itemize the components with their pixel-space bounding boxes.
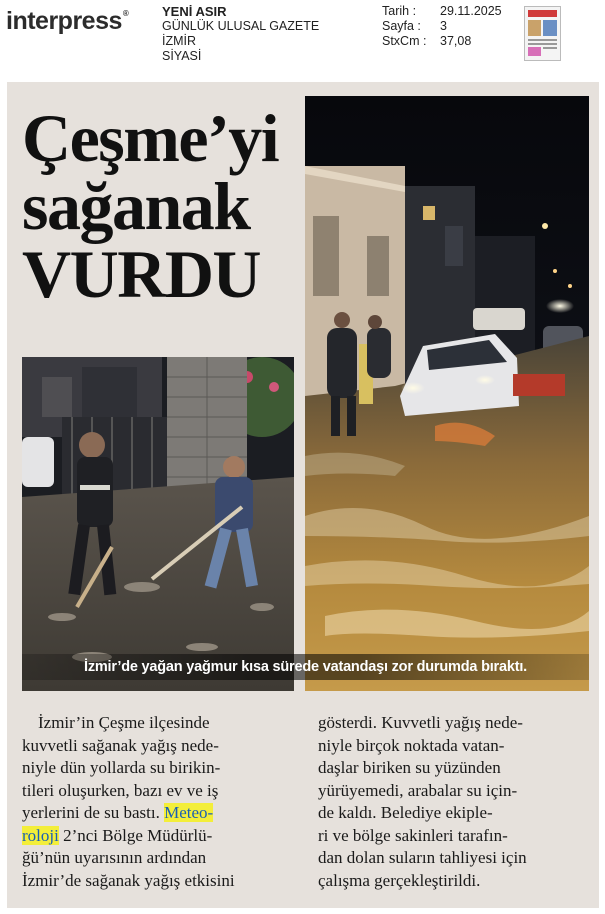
meta-date-value: 29.11.2025 (440, 4, 502, 18)
body-line: İzmir’de sağanak yağış etkisini (22, 870, 235, 890)
publication-city: İZMİR (162, 34, 197, 48)
highlighted-keyword: roloji (22, 825, 59, 845)
registered-mark-icon: ® (122, 9, 129, 18)
body-line: ri ve bölge sakinleri tarafın- (318, 825, 508, 845)
meta-stxcm-row (382, 34, 502, 49)
meta-date-row (382, 4, 502, 19)
headline-line-3: VURDU (22, 236, 261, 312)
publication-info (162, 4, 319, 64)
clipping-header (0, 0, 605, 80)
photo-caption: İzmir’de yağan yağmur kısa sürede vatandaşı zor durumda bıraktı. (22, 654, 589, 680)
body-line: kuvvetli sağanak yağış nede- (22, 735, 219, 755)
highlighted-keyword: Meteo- (164, 803, 214, 822)
body-text: yerlerini de su bastı. (22, 803, 165, 822)
body-column-1 (22, 712, 292, 892)
body-line: gösterdi. Kuvvetli yağış nede- (318, 713, 523, 732)
body-line: de kaldı. Belediye ekiple- (318, 803, 493, 822)
body-line: daşlar biriken su yüzünden (318, 758, 501, 777)
meta-stxcm-value: 37,08 (440, 34, 472, 48)
meta-page-row (382, 19, 502, 34)
clipping-meta (382, 4, 502, 49)
body-line: niyle dün yollarda su birikin- (22, 758, 221, 777)
logo-text: interpress (6, 7, 122, 35)
publication-section: SİYASİ (162, 49, 202, 63)
body-line: yürüyemedi, arabalar su için- (318, 780, 518, 800)
meta-date-label: Tarih : (382, 4, 417, 18)
interpress-logo (6, 7, 127, 36)
body-line: tileri oluşurken, bazı ev ve iş (22, 780, 219, 800)
meta-stxcm-label: StxCm : (382, 34, 427, 48)
publication-type: GÜNLÜK ULUSAL GAZETE (162, 19, 320, 33)
headline (22, 100, 322, 312)
body-line: çalışma gerçekleştirildi. (318, 870, 481, 890)
publication-name: YENİ ASIR (162, 4, 227, 19)
body-line (22, 802, 292, 825)
body-line: dan dolan suların tahliyesi için (318, 848, 527, 867)
body-line: ğü’nün uyarısının ardından (22, 848, 207, 867)
cleanup-photo (22, 357, 294, 691)
body-line (22, 825, 292, 848)
headline-line-1: Çeşme’yi (22, 100, 279, 176)
flooded-street-photo (305, 96, 589, 691)
headline-line-2: sağanak (22, 168, 250, 244)
body-column-2 (318, 712, 588, 892)
meta-page-value: 3 (440, 19, 447, 33)
body-text: 2’nci Bölge Müdürlü- (58, 825, 213, 845)
meta-page-label: Sayfa : (382, 19, 421, 33)
body-line: niyle birçok noktada vatan- (318, 735, 505, 755)
body-line: İzmir’in Çeşme ilçesinde (38, 713, 210, 732)
page-thumbnail[interactable] (524, 6, 561, 61)
